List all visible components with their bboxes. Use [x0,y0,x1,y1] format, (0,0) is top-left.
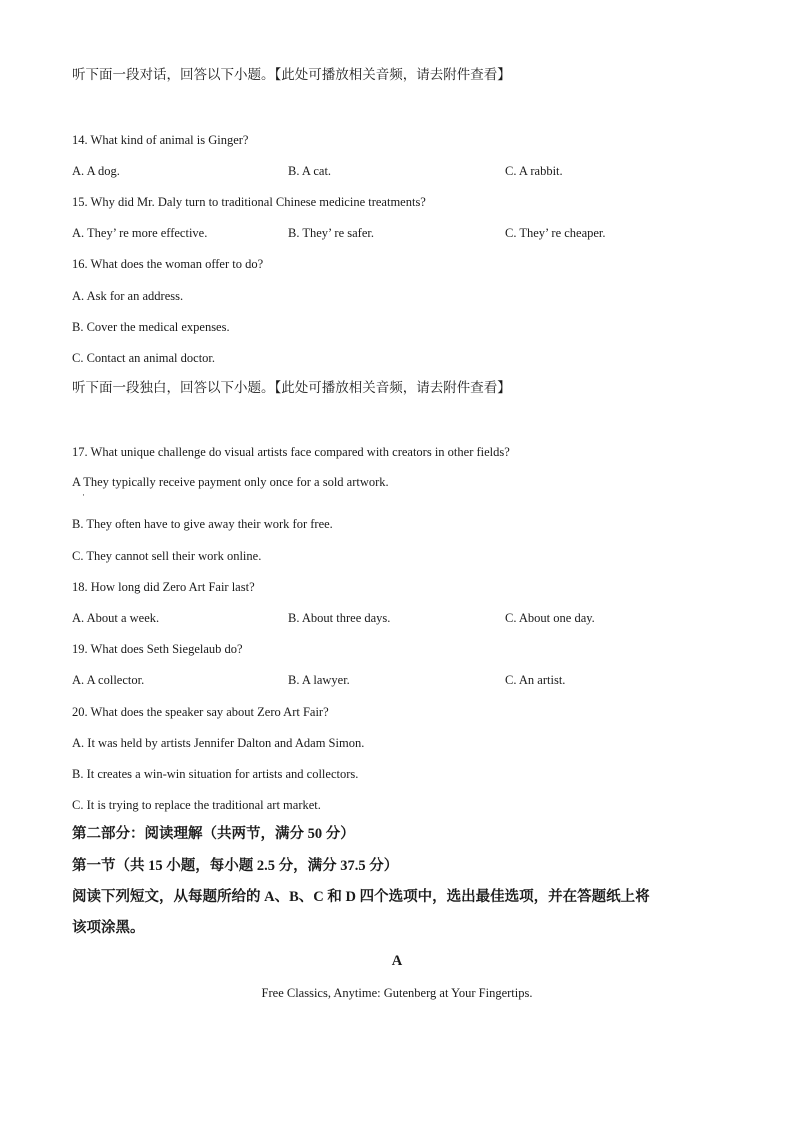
section1-heading: 第一节（共 15 小题，每小题 2.5 分，满分 37.5 分） [72,858,399,874]
stray-dot-mark: · [82,490,85,500]
question-16: 16. What does the woman offer to do? [72,257,264,271]
q17-option-a: A They typically receive payment only once for a sold artwork. [72,475,389,489]
question-14: 14. What kind of animal is Ginger? [72,133,249,147]
q14-option-b: B. A cat. [288,164,332,178]
reading-instruction-line2: 该项涂黑。 [72,920,145,936]
reading-instruction-line1: 阅读下列短文，从每题所给的 A、B、C 和 D 四个选项中，选出最佳选项，并在答题纸上将 [72,889,650,905]
passage-title: Free Classics, Anytime: Gutenberg at Your Fingertips. [261,986,533,1000]
q15-option-a: A. They’ re more effective. [72,226,208,240]
q18-option-b: B. About three days. [288,611,391,625]
question-20: 20. What does the speaker say about Zero Art Fair? [72,705,329,719]
q17-option-b: B. They often have to give away their work for free. [72,517,333,531]
listen-dialogue-instruction: 听下面一段对话，回答以下小题。【此处可播放相关音频，请去附件查看】 [72,67,511,82]
q20-option-a: A. It was held by artists Jennifer Dalton and Adam Simon. [72,736,365,750]
q20-option-c: C. It is trying to replace the traditional art market. [72,798,321,812]
part2-heading: 第二部分：阅读理解（共两节，满分 50 分） [72,826,355,842]
q17-option-c: C. They cannot sell their work online. [72,549,262,563]
q19-option-b: B. A lawyer. [288,673,350,687]
q14-option-c: C. A rabbit. [505,164,563,178]
question-19: 19. What does Seth Siegelaub do? [72,642,243,656]
q16-option-c: C. Contact an animal doctor. [72,351,216,365]
question-17: 17. What unique challenge do visual artists face compared with creators in other fields? [72,445,510,459]
passage-label: A [391,953,403,969]
q19-option-a: A. A collector. [72,673,145,687]
q14-option-a: A. A dog. [72,164,120,178]
q20-option-b: B. It creates a win-win situation for artists and collectors. [72,767,359,781]
listen-monologue-instruction: 听下面一段独白，回答以下小题。【此处可播放相关音频，请去附件查看】 [72,380,511,395]
q19-option-c: C. An artist. [505,673,566,687]
q18-option-a: A. About a week. [72,611,160,625]
q18-option-c: C. About one day. [505,611,595,625]
q16-option-b: B. Cover the medical expenses. [72,320,230,334]
question-18: 18. How long did Zero Art Fair last? [72,580,255,594]
q15-option-b: B. They’ re safer. [288,226,374,240]
question-15: 15. Why did Mr. Daly turn to traditional Chinese medicine treatments? [72,195,426,209]
q16-option-a: A. Ask for an address. [72,289,184,303]
q15-option-c: C. They’ re cheaper. [505,226,606,240]
